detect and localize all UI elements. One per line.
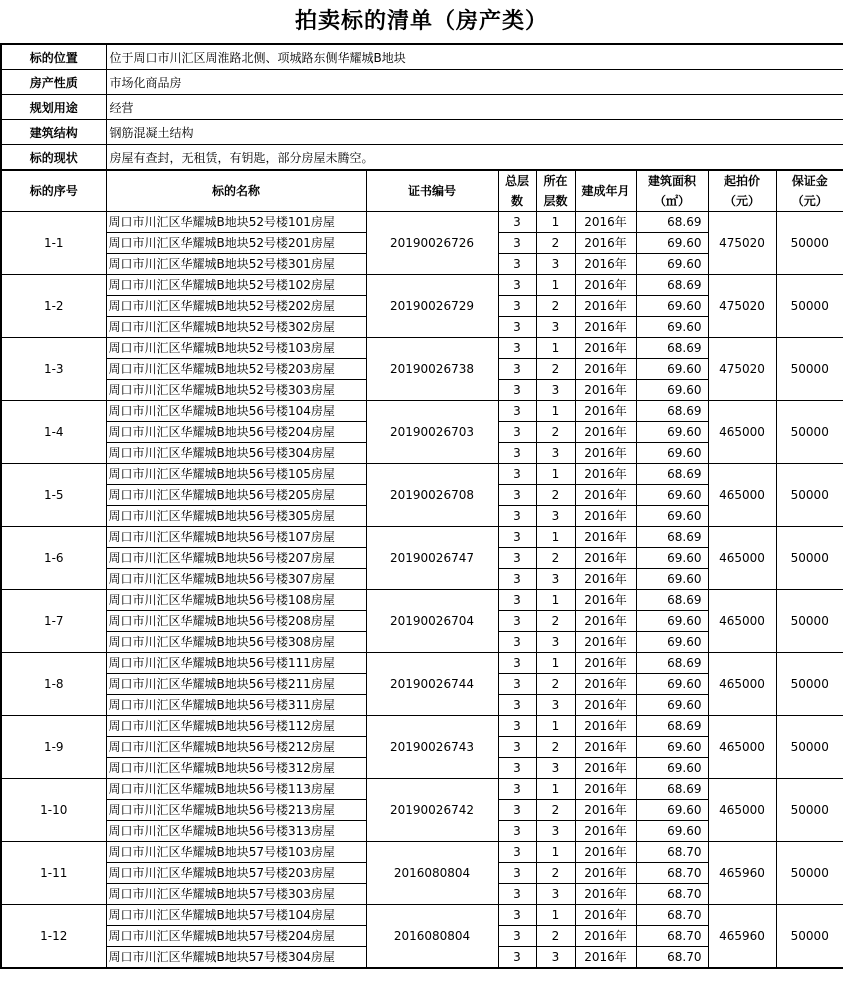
area: 68.69 — [636, 716, 708, 737]
total-floors: 3 — [498, 821, 536, 842]
area: 69.60 — [636, 674, 708, 695]
built-year: 2016年 — [575, 548, 636, 569]
floor: 3 — [536, 758, 575, 779]
floor: 1 — [536, 275, 575, 296]
built-year: 2016年 — [575, 443, 636, 464]
built-year: 2016年 — [575, 212, 636, 233]
lot-name: 周口市川汇区华耀城B地块57号楼103房屋 — [106, 842, 366, 863]
lot-name: 周口市川汇区华耀城B地块56号楼213房屋 — [106, 800, 366, 821]
floor: 3 — [536, 254, 575, 275]
built-year: 2016年 — [575, 506, 636, 527]
total-floors: 3 — [498, 716, 536, 737]
info-row-planned-use — [1, 95, 843, 120]
built-year: 2016年 — [575, 233, 636, 254]
floor: 3 — [536, 317, 575, 338]
lot-name: 周口市川汇区华耀城B地块56号楼105房屋 — [106, 464, 366, 485]
lot-name: 周口市川汇区华耀城B地块52号楼303房屋 — [106, 380, 366, 401]
area: 69.60 — [636, 695, 708, 716]
table-row — [1, 464, 843, 485]
deposit: 50000 — [776, 653, 843, 716]
info-label: 标的现状 — [1, 145, 106, 171]
lot-name: 周口市川汇区华耀城B地块52号楼201房屋 — [106, 233, 366, 254]
info-value: 钢筋混凝土结构 — [106, 120, 843, 145]
area: 68.69 — [636, 338, 708, 359]
header-total-floors: 总层数 — [498, 170, 536, 212]
total-floors: 3 — [498, 590, 536, 611]
cert-number: 20190026708 — [366, 464, 498, 527]
built-year: 2016年 — [575, 905, 636, 926]
total-floors: 3 — [498, 842, 536, 863]
total-floors: 3 — [498, 758, 536, 779]
lot-name: 周口市川汇区华耀城B地块57号楼104房屋 — [106, 905, 366, 926]
floor: 1 — [536, 464, 575, 485]
cert-number: 20190026738 — [366, 338, 498, 401]
total-floors: 3 — [498, 464, 536, 485]
built-year: 2016年 — [575, 527, 636, 548]
total-floors: 3 — [498, 380, 536, 401]
page-title: 拍卖标的清单（房产类） — [294, 9, 548, 34]
lot-seq: 1-5 — [1, 464, 106, 527]
built-year: 2016年 — [575, 590, 636, 611]
built-year: 2016年 — [575, 821, 636, 842]
floor: 1 — [536, 212, 575, 233]
lot-name: 周口市川汇区华耀城B地块52号楼103房屋 — [106, 338, 366, 359]
floor: 2 — [536, 422, 575, 443]
lot-seq: 1-3 — [1, 338, 106, 401]
total-floors: 3 — [498, 737, 536, 758]
deposit: 50000 — [776, 275, 843, 338]
floor: 1 — [536, 590, 575, 611]
floor: 2 — [536, 548, 575, 569]
built-year: 2016年 — [575, 716, 636, 737]
cert-number: 20190026704 — [366, 590, 498, 653]
total-floors: 3 — [498, 401, 536, 422]
start-price: 465960 — [708, 842, 776, 905]
total-floors: 3 — [498, 254, 536, 275]
lot-name: 周口市川汇区华耀城B地块57号楼204房屋 — [106, 926, 366, 947]
start-price: 465000 — [708, 527, 776, 590]
lot-name: 周口市川汇区华耀城B地块52号楼101房屋 — [106, 212, 366, 233]
lot-name: 周口市川汇区华耀城B地块56号楼104房屋 — [106, 401, 366, 422]
header-name: 标的名称 — [106, 170, 366, 212]
area: 68.69 — [636, 212, 708, 233]
table-row — [1, 338, 843, 359]
start-price: 465000 — [708, 401, 776, 464]
built-year: 2016年 — [575, 359, 636, 380]
total-floors: 3 — [498, 548, 536, 569]
total-floors: 3 — [498, 695, 536, 716]
start-price: 465000 — [708, 653, 776, 716]
floor: 1 — [536, 905, 575, 926]
total-floors: 3 — [498, 611, 536, 632]
total-floors: 3 — [498, 569, 536, 590]
cert-number: 20190026747 — [366, 527, 498, 590]
start-price: 465000 — [708, 716, 776, 779]
area: 69.60 — [636, 632, 708, 653]
lot-name: 周口市川汇区华耀城B地块56号楼204房屋 — [106, 422, 366, 443]
info-row-property-type — [1, 70, 843, 95]
floor: 2 — [536, 233, 575, 254]
total-floors: 3 — [498, 863, 536, 884]
total-floors: 3 — [498, 884, 536, 905]
total-floors: 3 — [498, 779, 536, 800]
deposit: 50000 — [776, 338, 843, 401]
floor: 1 — [536, 338, 575, 359]
lot-name: 周口市川汇区华耀城B地块57号楼303房屋 — [106, 884, 366, 905]
info-label: 规划用途 — [1, 95, 106, 120]
lot-name: 周口市川汇区华耀城B地块56号楼313房屋 — [106, 821, 366, 842]
floor: 2 — [536, 485, 575, 506]
lot-seq: 1-6 — [1, 527, 106, 590]
info-label: 建筑结构 — [1, 120, 106, 145]
built-year: 2016年 — [575, 779, 636, 800]
header-start-price: 起拍价（元） — [708, 170, 776, 212]
info-row-location — [1, 44, 843, 70]
start-price: 475020 — [708, 212, 776, 275]
header-seq: 标的序号 — [1, 170, 106, 212]
info-row-structure — [1, 120, 843, 145]
lot-name: 周口市川汇区华耀城B地块52号楼102房屋 — [106, 275, 366, 296]
table-header — [1, 170, 843, 212]
lot-name: 周口市川汇区华耀城B地块56号楼207房屋 — [106, 548, 366, 569]
floor: 2 — [536, 737, 575, 758]
built-year: 2016年 — [575, 884, 636, 905]
table-row — [1, 527, 843, 548]
lot-name: 周口市川汇区华耀城B地块56号楼212房屋 — [106, 737, 366, 758]
table-row — [1, 653, 843, 674]
area: 69.60 — [636, 422, 708, 443]
floor: 3 — [536, 443, 575, 464]
lot-seq: 1-9 — [1, 716, 106, 779]
lot-name: 周口市川汇区华耀城B地块52号楼302房屋 — [106, 317, 366, 338]
lot-name: 周口市川汇区华耀城B地块56号楼305房屋 — [106, 506, 366, 527]
lot-name: 周口市川汇区华耀城B地块52号楼203房屋 — [106, 359, 366, 380]
area: 68.69 — [636, 275, 708, 296]
auction-table — [0, 43, 843, 969]
lot-name: 周口市川汇区华耀城B地块56号楼304房屋 — [106, 443, 366, 464]
deposit: 50000 — [776, 401, 843, 464]
cert-number: 20190026726 — [366, 212, 498, 275]
start-price: 475020 — [708, 275, 776, 338]
built-year: 2016年 — [575, 296, 636, 317]
area: 69.60 — [636, 800, 708, 821]
table-row — [1, 212, 843, 233]
lot-seq: 1-4 — [1, 401, 106, 464]
total-floors: 3 — [498, 338, 536, 359]
total-floors: 3 — [498, 422, 536, 443]
total-floors: 3 — [498, 296, 536, 317]
total-floors: 3 — [498, 212, 536, 233]
area: 69.60 — [636, 380, 708, 401]
area: 69.60 — [636, 569, 708, 590]
area: 69.60 — [636, 296, 708, 317]
start-price: 465000 — [708, 464, 776, 527]
deposit: 50000 — [776, 464, 843, 527]
total-floors: 3 — [498, 443, 536, 464]
built-year: 2016年 — [575, 401, 636, 422]
lot-name: 周口市川汇区华耀城B地块57号楼304房屋 — [106, 947, 366, 969]
total-floors: 3 — [498, 632, 536, 653]
lot-name: 周口市川汇区华耀城B地块52号楼202房屋 — [106, 296, 366, 317]
lot-name: 周口市川汇区华耀城B地块56号楼307房屋 — [106, 569, 366, 590]
area: 69.60 — [636, 737, 708, 758]
floor: 1 — [536, 716, 575, 737]
lot-name: 周口市川汇区华耀城B地块56号楼312房屋 — [106, 758, 366, 779]
cert-number: 20190026742 — [366, 779, 498, 842]
floor: 2 — [536, 800, 575, 821]
table-row — [1, 401, 843, 422]
header-deposit: 保证金（元） — [776, 170, 843, 212]
floor: 3 — [536, 947, 575, 969]
deposit: 50000 — [776, 212, 843, 275]
info-value: 房屋有查封，无租赁，有钥匙，部分房屋未腾空。 — [106, 145, 843, 171]
info-label: 标的位置 — [1, 44, 106, 70]
area: 68.70 — [636, 947, 708, 969]
area: 69.60 — [636, 548, 708, 569]
built-year: 2016年 — [575, 758, 636, 779]
built-year: 2016年 — [575, 464, 636, 485]
built-year: 2016年 — [575, 632, 636, 653]
info-value: 经营 — [106, 95, 843, 120]
lot-seq: 1-2 — [1, 275, 106, 338]
floor: 2 — [536, 926, 575, 947]
total-floors: 3 — [498, 359, 536, 380]
floor: 1 — [536, 653, 575, 674]
built-year: 2016年 — [575, 947, 636, 969]
deposit: 50000 — [776, 590, 843, 653]
floor: 1 — [536, 842, 575, 863]
cert-number: 20190026743 — [366, 716, 498, 779]
lot-seq: 1-7 — [1, 590, 106, 653]
area: 68.69 — [636, 653, 708, 674]
floor: 3 — [536, 380, 575, 401]
built-year: 2016年 — [575, 695, 636, 716]
floor: 2 — [536, 674, 575, 695]
built-year: 2016年 — [575, 317, 636, 338]
lot-seq: 1-12 — [1, 905, 106, 969]
area: 68.70 — [636, 842, 708, 863]
area: 68.70 — [636, 863, 708, 884]
total-floors: 3 — [498, 485, 536, 506]
lot-seq: 1-8 — [1, 653, 106, 716]
info-value: 市场化商品房 — [106, 70, 843, 95]
built-year: 2016年 — [575, 863, 636, 884]
area: 68.69 — [636, 590, 708, 611]
lot-seq: 1-10 — [1, 779, 106, 842]
total-floors: 3 — [498, 800, 536, 821]
lot-name: 周口市川汇区华耀城B地块57号楼203房屋 — [106, 863, 366, 884]
total-floors: 3 — [498, 506, 536, 527]
built-year: 2016年 — [575, 422, 636, 443]
cert-number: 20190026703 — [366, 401, 498, 464]
area: 68.69 — [636, 779, 708, 800]
deposit: 50000 — [776, 842, 843, 905]
area: 69.60 — [636, 485, 708, 506]
info-value: 位于周口市川汇区周淮路北侧、项城路东侧华耀城B地块 — [106, 44, 843, 70]
built-year: 2016年 — [575, 485, 636, 506]
total-floors: 3 — [498, 233, 536, 254]
total-floors: 3 — [498, 674, 536, 695]
deposit: 50000 — [776, 527, 843, 590]
total-floors: 3 — [498, 653, 536, 674]
floor: 2 — [536, 296, 575, 317]
floor: 3 — [536, 506, 575, 527]
table-row — [1, 842, 843, 863]
lot-seq: 1-1 — [1, 212, 106, 275]
total-floors: 3 — [498, 947, 536, 969]
area: 69.60 — [636, 254, 708, 275]
area: 69.60 — [636, 506, 708, 527]
total-floors: 3 — [498, 275, 536, 296]
area: 69.60 — [636, 611, 708, 632]
cert-number: 20190026729 — [366, 275, 498, 338]
area: 68.70 — [636, 905, 708, 926]
floor: 3 — [536, 569, 575, 590]
start-price: 465000 — [708, 779, 776, 842]
floor: 2 — [536, 359, 575, 380]
built-year: 2016年 — [575, 800, 636, 821]
cert-number: 2016080804 — [366, 905, 498, 969]
floor: 1 — [536, 401, 575, 422]
floor: 3 — [536, 695, 575, 716]
area: 69.60 — [636, 821, 708, 842]
lot-name: 周口市川汇区华耀城B地块56号楼208房屋 — [106, 611, 366, 632]
floor: 3 — [536, 632, 575, 653]
start-price: 475020 — [708, 338, 776, 401]
cert-number: 2016080804 — [366, 842, 498, 905]
lot-name: 周口市川汇区华耀城B地块56号楼112房屋 — [106, 716, 366, 737]
built-year: 2016年 — [575, 926, 636, 947]
lot-name: 周口市川汇区华耀城B地块56号楼108房屋 — [106, 590, 366, 611]
info-label: 房产性质 — [1, 70, 106, 95]
table-row — [1, 275, 843, 296]
header-floor: 所在层数 — [536, 170, 575, 212]
total-floors: 3 — [498, 527, 536, 548]
area: 69.60 — [636, 317, 708, 338]
lot-name: 周口市川汇区华耀城B地块56号楼308房屋 — [106, 632, 366, 653]
area: 69.60 — [636, 758, 708, 779]
total-floors: 3 — [498, 905, 536, 926]
built-year: 2016年 — [575, 611, 636, 632]
lot-name: 周口市川汇区华耀城B地块56号楼311房屋 — [106, 695, 366, 716]
lot-name: 周口市川汇区华耀城B地块56号楼107房屋 — [106, 527, 366, 548]
built-year: 2016年 — [575, 674, 636, 695]
floor: 1 — [536, 527, 575, 548]
lot-name: 周口市川汇区华耀城B地块56号楼205房屋 — [106, 485, 366, 506]
lot-name: 周口市川汇区华耀城B地块56号楼113房屋 — [106, 779, 366, 800]
floor: 2 — [536, 611, 575, 632]
start-price: 465000 — [708, 590, 776, 653]
deposit: 50000 — [776, 905, 843, 969]
built-year: 2016年 — [575, 275, 636, 296]
built-year: 2016年 — [575, 842, 636, 863]
table-row — [1, 590, 843, 611]
built-year: 2016年 — [575, 380, 636, 401]
area: 68.69 — [636, 401, 708, 422]
header-built: 建成年月 — [575, 170, 636, 212]
lot-name: 周口市川汇区华耀城B地块56号楼111房屋 — [106, 653, 366, 674]
table-row — [1, 905, 843, 926]
floor: 3 — [536, 884, 575, 905]
header-cert: 证书编号 — [366, 170, 498, 212]
total-floors: 3 — [498, 926, 536, 947]
deposit: 50000 — [776, 716, 843, 779]
header-area: 建筑面积（㎡） — [636, 170, 708, 212]
built-year: 2016年 — [575, 338, 636, 359]
area: 69.60 — [636, 359, 708, 380]
floor: 3 — [536, 821, 575, 842]
area: 69.60 — [636, 443, 708, 464]
table-row — [1, 716, 843, 737]
info-row-status — [1, 145, 843, 171]
built-year: 2016年 — [575, 653, 636, 674]
deposit: 50000 — [776, 779, 843, 842]
area: 68.70 — [636, 926, 708, 947]
lot-seq: 1-11 — [1, 842, 106, 905]
built-year: 2016年 — [575, 737, 636, 758]
total-floors: 3 — [498, 317, 536, 338]
floor: 1 — [536, 779, 575, 800]
area: 68.70 — [636, 884, 708, 905]
built-year: 2016年 — [575, 569, 636, 590]
area: 68.69 — [636, 527, 708, 548]
start-price: 465960 — [708, 905, 776, 969]
area: 68.69 — [636, 464, 708, 485]
lot-name: 周口市川汇区华耀城B地块56号楼211房屋 — [106, 674, 366, 695]
area: 69.60 — [636, 233, 708, 254]
cert-number: 20190026744 — [366, 653, 498, 716]
floor: 2 — [536, 863, 575, 884]
built-year: 2016年 — [575, 254, 636, 275]
lot-name: 周口市川汇区华耀城B地块52号楼301房屋 — [106, 254, 366, 275]
table-row — [1, 779, 843, 800]
